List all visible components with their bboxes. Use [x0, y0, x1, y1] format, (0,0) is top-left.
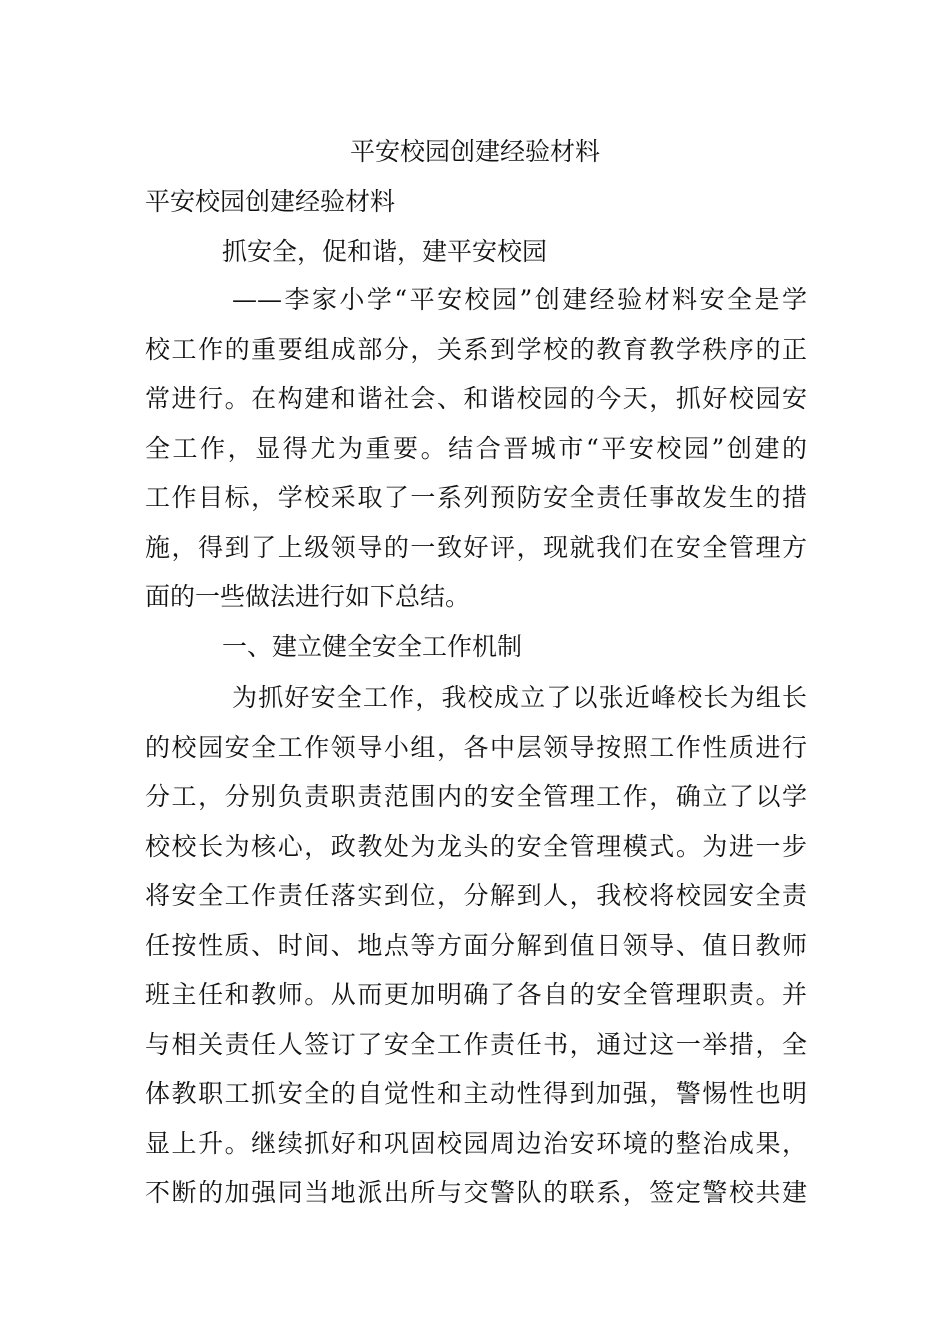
paragraph-line: 校工作的重要组成部分，关系到学校的教育教学秩序的正: [145, 334, 807, 364]
paragraph-line: 工作目标，学校采取了一系列预防安全责任事故发生的措: [145, 483, 807, 512]
paragraph-line: 常进行。在构建和谐社会、和谐校园的今天，抓好校园安: [145, 384, 807, 413]
paragraph-line: 任按性质、时间、地点等方面分解到值日领导、值日教师: [145, 930, 807, 960]
section-heading: 一、建立健全安全工作机制: [222, 632, 523, 661]
paragraph-line: 体教职工抓安全的自觉性和主动性得到加强，警惕性也明: [145, 1079, 807, 1108]
paragraph-line: 与相关责任人签订了安全工作责任书，通过这一举措，全: [145, 1029, 807, 1059]
paragraph-line: 分工，分别负责职责范围内的安全管理工作，确立了以学: [145, 782, 807, 811]
paragraph-line: 显上升。继续抓好和巩固校园周边治安环境的整治成果，: [145, 1128, 807, 1158]
article-heading: 抓安全，促和谐，建平安校园: [222, 237, 548, 266]
document-title: 平安校园创建经验材料: [349, 137, 600, 166]
paragraph-line: 面的一些做法进行如下总结。: [145, 582, 471, 611]
paragraph-line: 全工作，显得尤为重要。结合晋城市“平安校园”创建的: [145, 433, 807, 463]
paragraph-line: 施，得到了上级领导的一致好评，现就我们在安全管理方: [145, 532, 807, 562]
intro-paragraph: [145, 275, 807, 622]
paragraph-line: 班主任和教师。从而更加明确了各自的安全管理职责。并: [145, 980, 807, 1009]
document-subtitle: 平安校园创建经验材料: [145, 187, 396, 216]
paragraph-line: ——李家小学“平安校园”创建经验材料安全是学: [232, 285, 807, 314]
paragraph-line: 的校园安全工作领导小组，各中层领导按照工作性质进行: [145, 732, 807, 762]
paragraph-line: 为抓好安全工作，我校成立了以张近峰校长为组长: [232, 683, 807, 712]
paragraph-line: 不断的加强同当地派出所与交警队的联系，签定警校共建: [145, 1178, 807, 1207]
paragraph-line: 将安全工作责任落实到位，分解到人，我校将校园安全责: [145, 881, 807, 910]
paragraph-line: 校校长为核心，政教处为龙头的安全管理模式。为进一步: [145, 831, 807, 861]
section-paragraph: [145, 673, 807, 1218]
